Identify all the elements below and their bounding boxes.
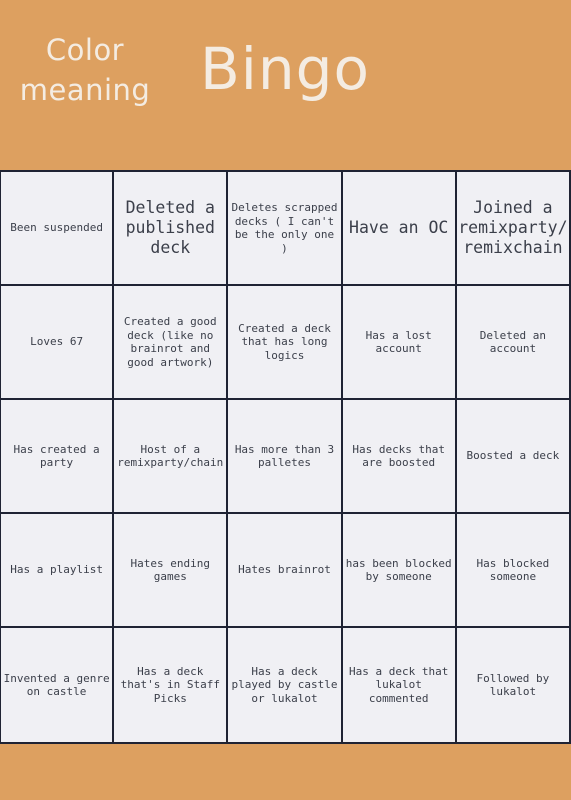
bingo-cell-r5c4[interactable]: Has a deck that lukalot commented xyxy=(343,628,457,742)
color-meaning-line-1: Color xyxy=(45,33,125,67)
bingo-cell-r3c4[interactable]: Has decks that are boosted xyxy=(343,400,457,514)
bingo-board xyxy=(0,170,571,744)
page-title: Bingo xyxy=(200,35,370,103)
bingo-cell-r4c1[interactable]: Has a playlist xyxy=(0,514,114,628)
bingo-cell-r1c5[interactable]: Joined a remixparty/remixchain xyxy=(457,172,571,286)
bingo-cell-r4c4[interactable]: has been blocked by someone xyxy=(343,514,457,628)
color-meaning-label xyxy=(0,30,170,110)
bingo-cell-r5c5[interactable]: Followed by lukalot xyxy=(457,628,571,742)
bingo-cell-r5c3[interactable]: Has a deck played by castle or lukalot xyxy=(228,628,342,742)
bingo-cell-r4c5[interactable]: Has blocked someone xyxy=(457,514,571,628)
bingo-cell-r2c1[interactable]: Loves 67 xyxy=(0,286,114,400)
bingo-cell-r1c2[interactable]: Deleted a published deck xyxy=(114,172,228,286)
bingo-cell-r1c1[interactable]: Been suspended xyxy=(0,172,114,286)
bingo-cell-r5c2[interactable]: Has a deck that's in Staff Picks xyxy=(114,628,228,742)
bingo-cell-r2c4[interactable]: Has a lost account xyxy=(343,286,457,400)
bingo-cell-r1c4[interactable]: Have an OC xyxy=(343,172,457,286)
bingo-cell-r3c3[interactable]: Has more than 3 palletes xyxy=(228,400,342,514)
bingo-cell-r1c3[interactable]: Deletes scrapped decks ( I can't be the only one ) xyxy=(228,172,342,286)
bingo-cell-r5c1[interactable]: Invented a genre on castle xyxy=(0,628,114,742)
bingo-cell-r3c1[interactable]: Has created a party xyxy=(0,400,114,514)
bingo-cell-r4c3[interactable]: Hates brainrot xyxy=(228,514,342,628)
bingo-cell-r2c3[interactable]: Created a deck that has long logics xyxy=(228,286,342,400)
bingo-cell-r2c2[interactable]: Created a good deck (like no brainrot and good artwork) xyxy=(114,286,228,400)
color-meaning-line-2: meaning xyxy=(19,73,151,107)
bingo-cell-r3c5[interactable]: Boosted a deck xyxy=(457,400,571,514)
bingo-cell-r2c5[interactable]: Deleted an account xyxy=(457,286,571,400)
bingo-cell-r3c2[interactable]: Host of a remixparty/chain xyxy=(114,400,228,514)
bingo-cell-r4c2[interactable]: Hates ending games xyxy=(114,514,228,628)
